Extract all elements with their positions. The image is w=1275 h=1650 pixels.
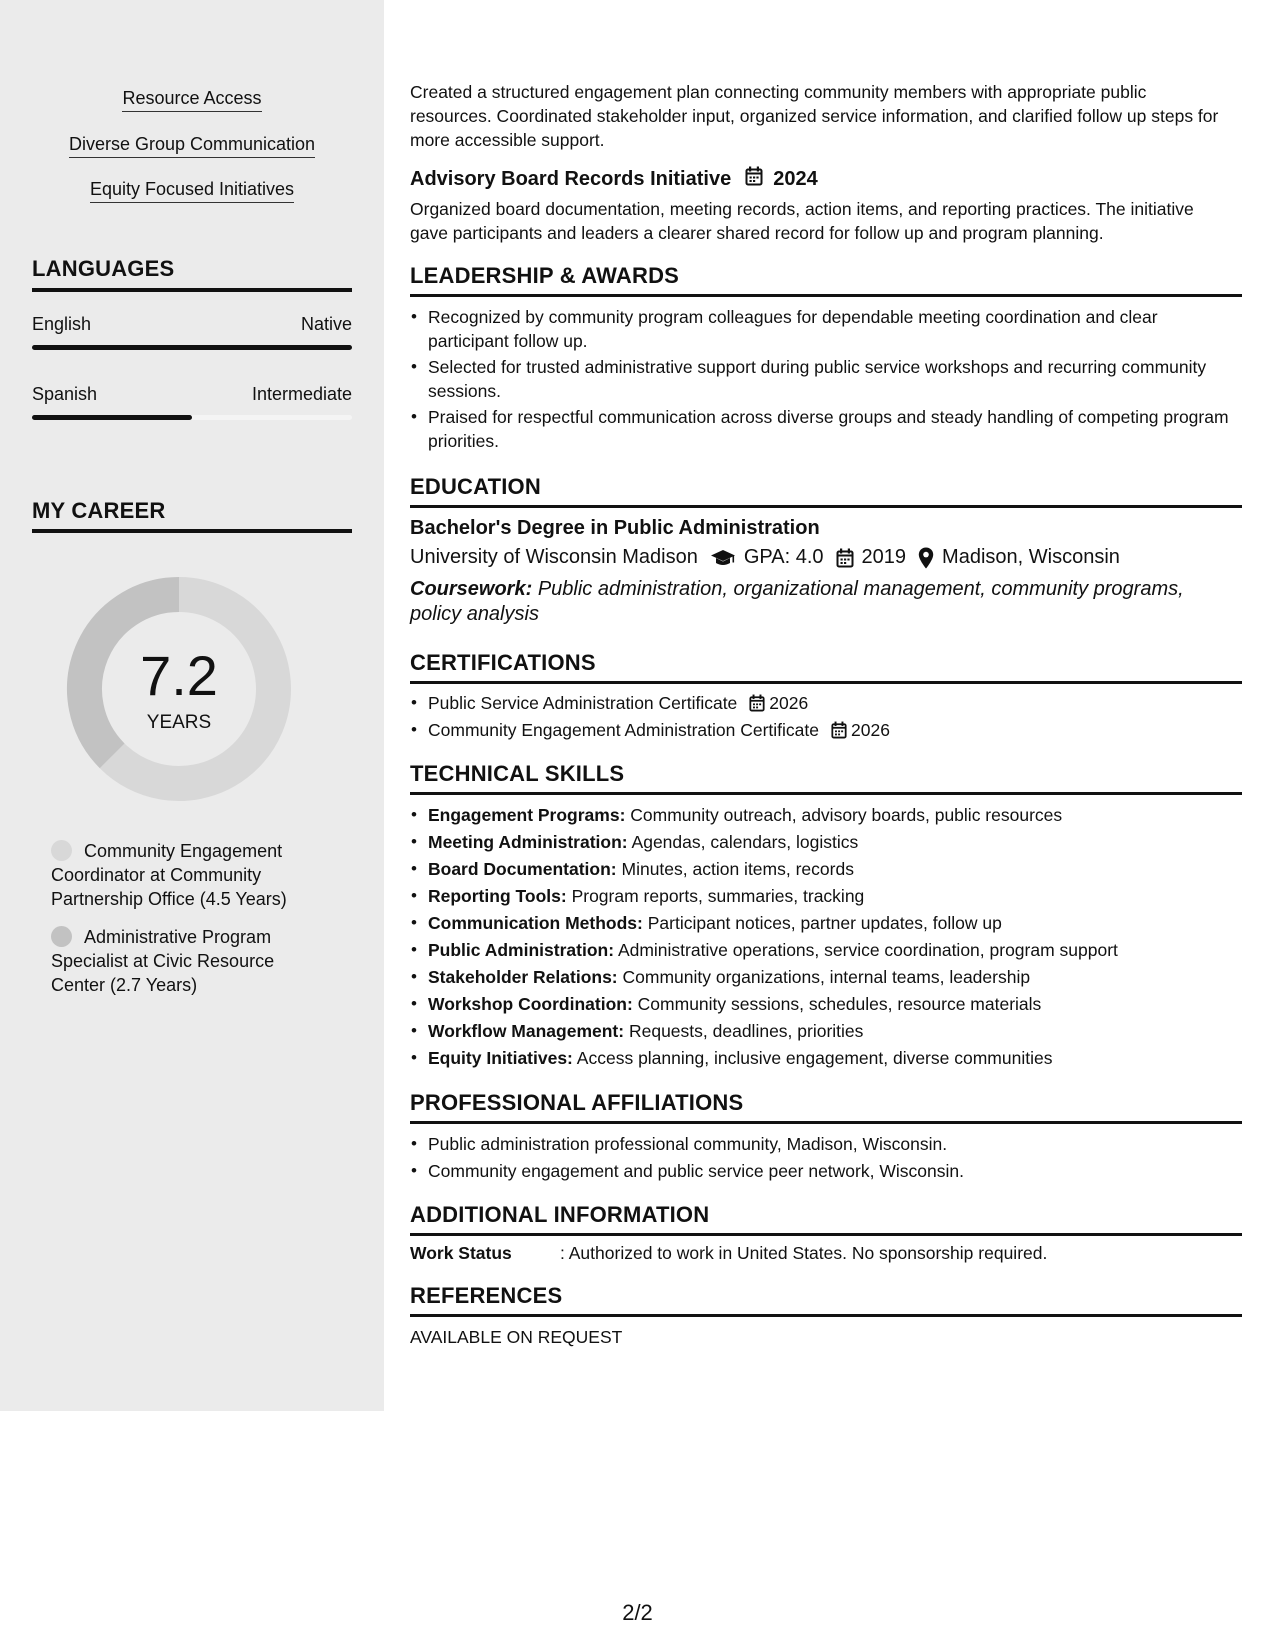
technical-skill-value: Administrative operations, service coordination, program support <box>617 940 1118 960</box>
map-pin-icon <box>918 547 934 569</box>
project-title-row <box>410 166 818 192</box>
affiliation-item: • Public administration professional community, Madison, Wisconsin. <box>410 1132 1240 1156</box>
sidebar <box>0 0 384 1411</box>
career-donut-chart <box>66 576 292 802</box>
work-status-value: : Authorized to work in United States. No sponsorship required. <box>560 1243 1048 1263</box>
calendar-icon <box>831 721 847 739</box>
career-legend-label: Community Engagement Coordinator at Community Partnership Office (4.5 Years) <box>51 841 287 909</box>
leadership-item: • Recognized by community program colleagues for dependable meeting coordination and clear participant follow up. <box>410 305 1240 353</box>
skill-tag <box>0 134 384 155</box>
technical-skill-item <box>410 857 1240 881</box>
career-legend-item <box>51 839 311 911</box>
technical-skill-value: Requests, deadlines, priorities <box>628 1021 864 1041</box>
certifications-list <box>410 691 1240 742</box>
technical-skill-item <box>410 803 1240 827</box>
language-row <box>32 384 352 405</box>
technical-skill-value: Access planning, inclusive engagement, diverse communities <box>576 1048 1053 1068</box>
certifications-heading: CERTIFICATIONS <box>410 650 596 675</box>
career-total-value: 7.2 <box>140 644 218 707</box>
career-legend-label: Administrative Program Specialist at Civic Resource Center (2.7 Years) <box>51 927 275 995</box>
technical-skill-item <box>410 911 1240 935</box>
calendar-icon <box>745 166 763 192</box>
language-proficiency-fill <box>32 345 352 350</box>
technical-skill-item <box>410 1046 1240 1070</box>
education-gpa: GPA: 4.0 <box>743 546 824 568</box>
education-meta <box>410 546 1120 569</box>
technical-skill-value: Agendas, calendars, logistics <box>631 832 859 852</box>
coursework-label: Coursework: <box>410 578 533 600</box>
career-legend-item <box>51 925 311 997</box>
technical-skills-heading-rule <box>410 792 1242 795</box>
education-heading-rule <box>410 505 1242 508</box>
technical-skill-label: Reporting Tools: <box>428 886 567 906</box>
references-heading: REFERENCES <box>410 1283 563 1308</box>
career-legend-dot <box>51 840 72 861</box>
technical-skill-label: Public Administration: <box>428 940 615 960</box>
career-heading-rule <box>32 529 352 533</box>
skill-tag-label: Equity Focused Initiatives <box>90 179 294 203</box>
page-number: 2/2 <box>622 1600 653 1625</box>
technical-skill-value: Community organizations, internal teams, leadership <box>622 967 1031 987</box>
certification-year: 2026 <box>769 693 809 713</box>
career-total-unit: YEARS <box>146 712 212 733</box>
language-name: English <box>32 314 92 334</box>
language-proficiency-bar <box>32 345 352 350</box>
leadership-heading-rule <box>410 294 1242 297</box>
language-row <box>32 314 352 335</box>
education-location: Madison, Wisconsin <box>942 546 1120 568</box>
calendar-icon <box>749 694 765 712</box>
education-heading: EDUCATION <box>410 474 541 499</box>
technical-skills-list <box>410 803 1240 1070</box>
technical-skill-label: Communication Methods: <box>428 913 643 933</box>
technical-skill-label: Stakeholder Relations: <box>428 967 618 987</box>
additional-info-heading: ADDITIONAL INFORMATION <box>410 1202 710 1227</box>
technical-skill-item <box>410 884 1240 908</box>
project-year: 2024 <box>773 167 818 190</box>
technical-skill-item <box>410 965 1240 989</box>
references-heading-rule <box>410 1314 1242 1317</box>
leadership-item: • Selected for trusted administrative support during public service workshops and recurring community sessions. <box>410 355 1240 403</box>
references-text: AVAILABLE ON REQUEST <box>410 1327 623 1347</box>
certification-name: • Community Engagement Administration Certificate <box>428 720 820 740</box>
coursework-text: Public administration, organizational management, community programs, policy analysis <box>410 578 1184 625</box>
technical-skill-label: Board Documentation: <box>428 859 617 879</box>
technical-skill-item <box>410 992 1240 1016</box>
language-proficiency-bar <box>32 415 352 420</box>
skill-tag <box>0 88 384 109</box>
language-level: Native <box>300 314 352 334</box>
affiliations-heading: PROFESSIONAL AFFILIATIONS <box>410 1090 744 1115</box>
leadership-item: • Praised for respectful communication across diverse groups and steady handling of competing program priorities. <box>410 405 1240 453</box>
affiliations-list <box>410 1132 1240 1183</box>
leadership-list <box>410 305 1240 453</box>
technical-skill-item <box>410 1019 1240 1043</box>
technical-skill-item <box>410 830 1240 854</box>
certifications-heading-rule <box>410 681 1242 684</box>
technical-skill-label: Meeting Administration: <box>428 832 628 852</box>
leadership-heading: LEADERSHIP & AWARDS <box>410 263 680 288</box>
technical-skill-item <box>410 938 1240 962</box>
project-title: Advisory Board Records Initiative <box>410 167 732 190</box>
affiliation-item: • Community engagement and public service peer network, Wisconsin. <box>410 1159 1240 1183</box>
education-year: 2019 <box>861 546 907 568</box>
skill-tag-label: Diverse Group Communication <box>69 134 315 158</box>
career-heading: MY CAREER <box>32 498 166 523</box>
skill-tag-label: Resource Access <box>122 88 261 112</box>
intro-paragraph: Created a structured engagement plan connecting community members with appropriate public resources. Coordinated stakeholder input, organized service information, and clarified follow up steps for more accessible support. <box>410 82 1219 150</box>
language-proficiency-fill <box>32 415 192 420</box>
languages-heading-rule <box>32 288 352 292</box>
technical-skill-value: Community outreach, advisory boards, public resources <box>630 805 1063 825</box>
skill-tag <box>0 179 384 200</box>
certification-item <box>410 691 1240 715</box>
education-degree: Bachelor's Degree in Public Administration <box>410 517 820 539</box>
project-description: Organized board documentation, meeting records, action items, and reporting practices. The initiative gave participants and leaders a clearer shared record for follow up and program planning. <box>410 199 1194 243</box>
calendar-icon <box>836 548 854 568</box>
career-legend-dot <box>51 926 72 947</box>
language-name: Spanish <box>32 384 98 404</box>
languages-heading: LANGUAGES <box>32 256 175 281</box>
technical-skill-value: Community sessions, schedules, resource materials <box>637 994 1042 1014</box>
technical-skill-label: Workshop Coordination: <box>428 994 633 1014</box>
technical-skill-label: Workflow Management: <box>428 1021 625 1041</box>
technical-skill-label: Equity Initiatives: <box>428 1048 573 1068</box>
technical-skill-value: Program reports, summaries, tracking <box>571 886 865 906</box>
education-coursework <box>410 577 1230 627</box>
technical-skill-value: Participant notices, partner updates, follow up <box>647 913 1002 933</box>
work-status-label: Work Status <box>410 1243 512 1263</box>
additional-info-heading-rule <box>410 1233 1242 1236</box>
language-level: Intermediate <box>251 384 352 404</box>
work-status-row <box>410 1243 1047 1264</box>
technical-skill-value: Minutes, action items, records <box>621 859 854 879</box>
certification-name: • Public Service Administration Certificate <box>428 693 738 713</box>
graduation-cap-icon <box>710 549 736 567</box>
affiliations-heading-rule <box>410 1121 1242 1124</box>
technical-skills-heading: TECHNICAL SKILLS <box>410 761 625 786</box>
technical-skill-label: Engagement Programs: <box>428 805 626 825</box>
certification-year: 2026 <box>851 720 890 740</box>
certification-item <box>410 718 1240 742</box>
education-school: University of Wisconsin Madison <box>410 546 698 568</box>
